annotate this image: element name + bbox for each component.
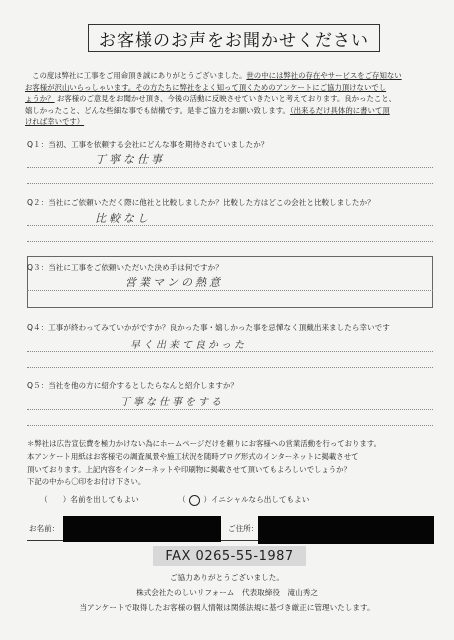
name-label: お名前： (29, 524, 60, 533)
question-4: Q４：工事が終わってみていかがですか？良かった事・嬉しかった事を忌憚なく頂戴出来ましたら幸いです (27, 323, 390, 332)
intro-line-3-underlined: ょうか？ (25, 94, 55, 104)
answer-3: 営業マンの熱意 (125, 276, 223, 289)
thanks-text: ご協力ありがとうございました。 (170, 573, 284, 582)
answer-line (27, 367, 433, 368)
answer-5: 丁寧な仕事をする (120, 397, 224, 408)
question-1: Q１：当初、工事を依頼する会社にどんな事を期待されていましたか？ (27, 140, 269, 149)
intro-line-1-underlined: 世の中には弊社の存在やサービスをご存知ない (246, 71, 402, 80)
answer-line (27, 290, 433, 291)
address-redaction (258, 516, 434, 544)
fax-number: FAX 0265-55-1987 (153, 546, 306, 566)
choice-full-name[interactable]: （ ）名前を出してもよい (40, 495, 139, 504)
publication-consent-note (27, 438, 437, 489)
answer-line (27, 183, 433, 184)
company-signature: 株式会社たのしいリフォーム 代表取締役 滝山秀之 (136, 588, 318, 597)
answer-4: 早く出来て良かった (130, 340, 247, 351)
answer-2: 比較なし (95, 212, 151, 225)
answer-line (27, 225, 433, 226)
question-5: Q５：当社を他の方に紹介するとしたらなんと紹介しますか？ (27, 381, 239, 390)
page-title: お客様のお声をお聞かせください (88, 24, 380, 52)
choice-initials-open: （ (178, 495, 186, 504)
choice-initials[interactable] (178, 494, 309, 506)
answer-line (27, 167, 433, 168)
selected-circle-mark (189, 495, 200, 506)
note-line-3: 頂いております。上記内容をインターネットや印刷物に掲載させて頂いてもよろしいでしょうか？ (27, 464, 351, 474)
name-redaction (63, 516, 221, 542)
note-line-4: 下記の中から〇印をお付け下さい。 (27, 477, 146, 487)
note-line-1: ＊弊社は広告宣伝費を極力かけない為にホームページだけを頼りにお客様への営業活動を行っております。 (27, 439, 382, 448)
answer-line (27, 241, 433, 242)
intro-line-2-underlined: お客様が沢山いらっしゃいます。その方たちに弊社をよく知って頂くためのアンケートにご協力頂けないでし (25, 82, 387, 92)
question-2: Q２：当社にご依頼いただく際に他社と比較しましたか？比較した方はどこの会社と比較しましたか？ (27, 198, 375, 207)
intro-line-3: お客様のご意見をお聞かせ頂き、今後の活動に反映させていきたいと考えております。良かったこと、 (56, 94, 397, 104)
answer-1: 丁寧な仕事 (95, 153, 165, 166)
intro-line-4: 嬉しかったこと、どんな些細な事でも結構です。是非ご協力をお願い致します。 (25, 105, 290, 115)
choice-initials-label: ）イニシャルなら出してもよい (203, 495, 310, 504)
intro-line-5-underlined: ければ幸いです） (25, 117, 85, 127)
answer-line (27, 351, 433, 352)
address-label: ご住所： (228, 524, 259, 533)
intro-text (25, 70, 433, 128)
intro-line-4-underlined: （出来るだけ具体的に書いて頂 (289, 105, 390, 115)
answer-line (27, 409, 433, 410)
answer-line (27, 425, 433, 426)
note-line-2: 本アンケート用紙はお客様宅の調査風景や施工状況を随時ブログ形式のインターネットに掲載させて (27, 451, 359, 461)
question-3: Q３：当社に工事をご依頼いただいた決め手は何ですか？ (27, 263, 223, 272)
intro-line-1: この度は弊社に工事をご用命頂き誠にありがとうございました。 (32, 71, 247, 80)
privacy-notice: 当アンケートで取得したお客様の個人情報は関係法規に基づき厳正に管理いたします。 (79, 603, 375, 612)
